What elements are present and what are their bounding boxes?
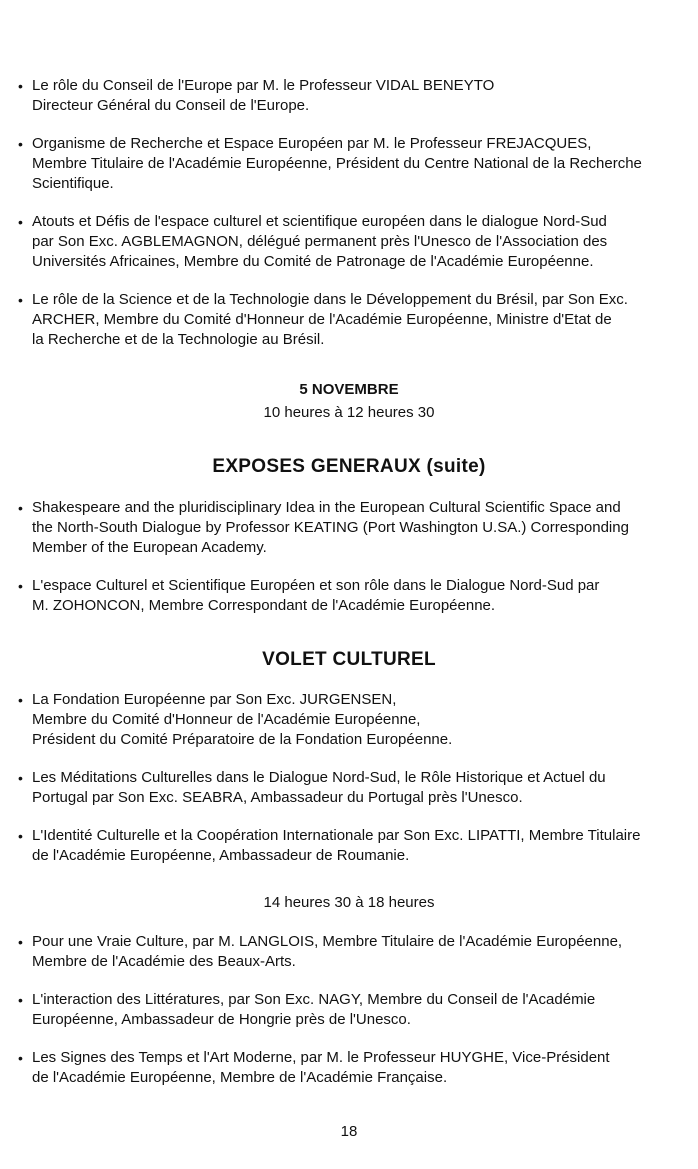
item-line: L'espace Culturel et Scientifique Européen et son rôle dans le Dialogue Nord-Sud par [32,577,600,594]
list-item [18,290,680,350]
page-number: 18 [340,1123,358,1140]
item-line: Membre du Comité d'Honneur de l'Académie Européenne, [32,711,421,728]
item-line: L'Identité Culturelle et la Coopération Internationale par Son Exc. LIPATTI, Membre Titulaire [32,827,641,844]
item-line: Le rôle du Conseil de l'Europe par M. le Professeur VIDAL BENEYTO [32,77,495,94]
list-item [18,498,680,558]
heading-volet-culturel: VOLET CULTUREL [262,649,436,670]
bullet-icon: • [18,214,23,230]
item-line: Shakespeare and the pluridisciplinary Idea in the European Cultural Scientific Space and [32,499,621,516]
item-line: Scientifique. [32,175,114,192]
list-item [18,768,680,808]
item-line: de l'Académie Européenne, Membre de l'Académie Française. [32,1069,448,1086]
item-line: ARCHER, Membre du Comité d'Honneur de l'Académie Européenne, Ministre d'Etat de [32,311,612,328]
general-talks-list [18,498,680,634]
item-line: La Fondation Européenne par Son Exc. JURGENSEN, [32,691,397,708]
list-item [18,690,680,750]
item-line: Universités Africaines, Membre du Comité de Patronage de l'Académie Européenne. [32,253,594,270]
item-line: Pour une Vraie Culture, par M. LANGLOIS, Membre Titulaire de l'Académie Européenne, [32,933,623,950]
list-item [18,134,680,194]
opening-talks-list [18,76,680,368]
item-line: Member of the European Academy. [32,539,267,556]
bullet-icon: • [18,934,23,950]
bullet-icon: • [18,292,23,308]
list-item [18,932,680,972]
item-line: Président du Comité Préparatoire de la Fondation Européenne. [32,731,453,748]
bullet-icon: • [18,770,23,786]
bullet-icon: • [18,578,23,594]
list-item [18,212,680,272]
bullet-icon: • [18,78,23,94]
item-line: la Recherche et de la Technologie au Brésil. [32,331,325,348]
list-item [18,1048,680,1088]
list-item [18,826,680,866]
bullet-icon: • [18,992,23,1008]
item-line: Le rôle de la Science et de la Technologie dans le Développement du Brésil, par Son Exc. [32,291,628,308]
item-line: Portugal par Son Exc. SEABRA, Ambassadeur du Portugal près l'Unesco. [32,789,523,806]
bullet-icon: • [18,1050,23,1066]
item-line: Membre Titulaire de l'Académie Européenne, Président du Centre National de la Recherche [32,155,642,172]
bullet-icon: • [18,136,23,152]
item-line: par Son Exc. AGBLEMAGNON, délégué permanent près l'Unesco de l'Association des [32,233,608,250]
item-line: Européenne, Ambassadeur de Hongrie près de l'Unesco. [32,1011,411,1028]
item-line: Directeur Général du Conseil de l'Europe. [32,97,310,114]
list-item [18,76,680,116]
list-item [18,576,680,616]
morning-time: 10 heures à 12 heures 30 [263,404,435,421]
afternoon-time: 14 heures 30 à 18 heures [263,894,435,911]
item-line: L'interaction des Littératures, par Son Exc. NAGY, Membre du Conseil de l'Académie [32,991,596,1008]
item-line: Membre de l'Académie des Beaux-Arts. [32,953,296,970]
item-line: Les Méditations Culturelles dans le Dialogue Nord-Sud, le Rôle Historique et Actuel du [32,769,606,786]
bullet-icon: • [18,500,23,516]
item-line: M. ZOHONCON, Membre Correspondant de l'Académie Européenne. [32,597,496,614]
afternoon-talks-list [18,932,680,1106]
item-line: Atouts et Défis de l'espace culturel et scientifique européen dans le dialogue Nord-Sud [32,213,607,230]
heading-exposes-generaux: EXPOSES GENERAUX (suite) [212,456,486,477]
item-line: Organisme de Recherche et Espace Européen par M. le Professeur FREJACQUES, [32,135,592,152]
item-line: Les Signes des Temps et l'Art Moderne, par M. le Professeur HUYGHE, Vice-Président [32,1049,610,1066]
bullet-icon: • [18,692,23,708]
list-item [18,990,680,1030]
bullet-icon: • [18,828,23,844]
session-date: 5 NOVEMBRE [299,381,399,398]
item-line: de l'Académie Européenne, Ambassadeur de Roumanie. [32,847,410,864]
cultural-talks-list [18,690,680,884]
item-line: the North-South Dialogue by Professor KEATING (Port Washington U.SA.) Corresponding [32,519,629,536]
